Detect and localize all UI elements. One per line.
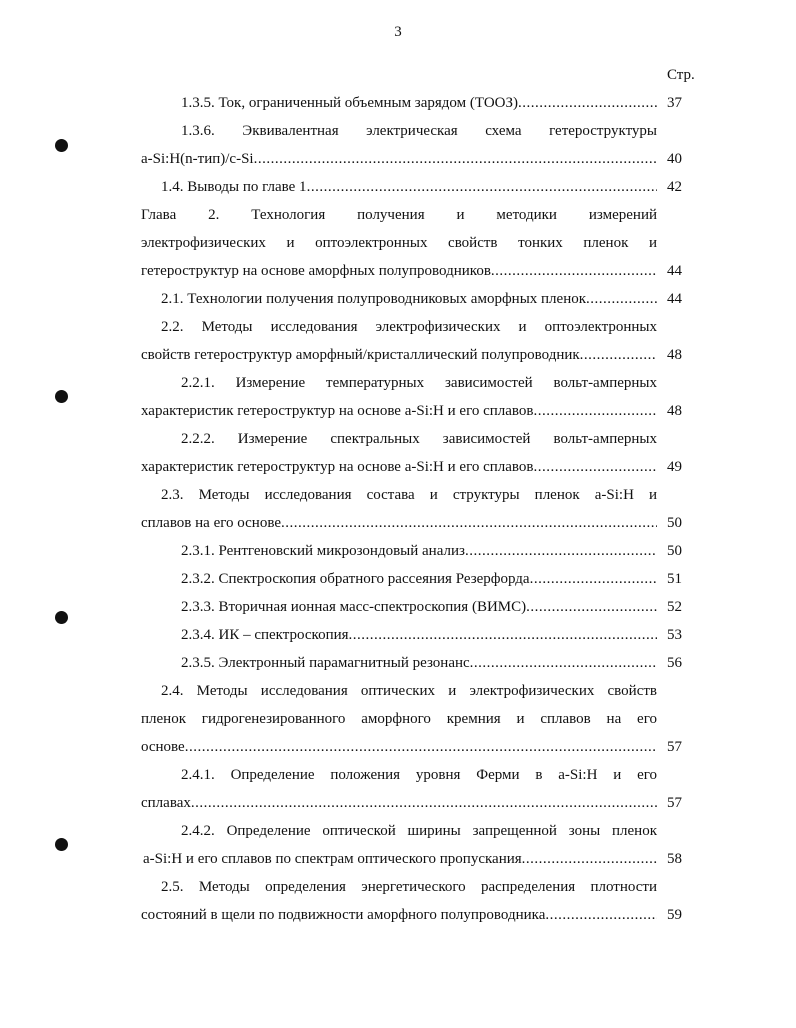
page-number: 3 xyxy=(394,24,402,40)
toc-entry-page: 53 xyxy=(667,627,682,643)
toc-entry-2-3-4: 2.3.4. ИК – спектроскопия ..... xyxy=(181,624,657,646)
toc-entry-page: 50 xyxy=(667,515,682,531)
toc-entry-2-3-2: 2.3.2. Спектроскопия обратного рассеяния Резерфорда ..... xyxy=(181,568,657,590)
toc-entry-continuation: характеристик гетероструктур на основе a-Si:H и его сплавов ..... xyxy=(141,456,657,478)
toc-entry-page: 57 xyxy=(667,795,682,811)
toc-entry-continuation: основе ..... xyxy=(141,736,657,758)
toc-entry-title: 1.3.5. Ток, ограниченный объемным зарядом (ТООЗ) xyxy=(181,95,519,111)
toc-entry-page: 56 xyxy=(667,655,682,671)
toc-entry-2-3-1: 2.3.1. Рентгеновский микрозондовый анализ ..... xyxy=(181,540,657,562)
toc-entry-2-2-2: 2.2.2. Измерение спектральных зависимостей вольт-амперных xyxy=(181,431,657,447)
binder-hole-icon xyxy=(55,390,68,403)
toc-entry-page: 59 xyxy=(667,907,682,923)
toc-entry-2-4: 2.4. Методы исследования оптических и электрофизических свойств xyxy=(161,683,657,699)
toc-entry-2-4-2: 2.4.2. Определение оптической ширины запрещенной зоны пленок xyxy=(181,823,657,839)
toc-entry-2-2: 2.2. Методы исследования электрофизических и оптоэлектронных xyxy=(161,319,657,335)
toc-entry-2-3-3: 2.3.3. Вторичная ионная масс-спектроскопия (ВИМС) ..... xyxy=(181,596,657,618)
binder-hole-icon xyxy=(55,838,68,851)
binder-hole-icon xyxy=(55,139,68,152)
toc-entry-continuation: a-Si:H и его сплавов по спектрам оптического пропускания ..... xyxy=(143,848,657,870)
toc-entry-page: 44 xyxy=(667,263,682,279)
toc-chapter-2: Глава 2. Технология получения и методики измерений xyxy=(141,207,657,223)
toc-entry-2-4-1: 2.4.1. Определение положения уровня Ферми в a-Si:H и его xyxy=(181,767,657,783)
toc-entry-continuation: свойств гетероструктур аморфный/кристаллический полупроводник ..... xyxy=(141,344,657,366)
toc-entry-continuation: сплавов на его основе ..... xyxy=(141,512,657,534)
toc-entry-continuation: пленок гидрогенезированного аморфного кремния и сплавов на его xyxy=(141,711,657,727)
toc-entry-1-3-5 xyxy=(181,92,657,114)
toc-entry-continuation: a-Si:H(n-тип)/c-Si ..... xyxy=(141,148,657,170)
toc-entry-page: 58 xyxy=(667,851,682,867)
toc-entry-1-4: 1.4. Выводы по главе 1 ..... xyxy=(161,176,657,198)
toc-entry-continuation: гетероструктур на основе аморфных полупроводников ..... xyxy=(141,260,657,282)
toc-entry-page: 51 xyxy=(667,571,682,587)
page-column-label: Стр. xyxy=(667,67,695,83)
toc-entry-page: 48 xyxy=(667,403,682,419)
toc-entry-2-3-5: 2.3.5. Электронный парамагнитный резонанс ..... xyxy=(181,652,657,674)
toc-entry-page: 52 xyxy=(667,599,682,615)
toc-entry-page: 50 xyxy=(667,543,682,559)
toc-entry-2-1: 2.1. Технологии получения полупроводниковых аморфных пленок ..... xyxy=(161,288,657,310)
toc-entry-1-3-6: 1.3.6. Эквивалентная электрическая схема гетероструктуры xyxy=(181,123,657,139)
toc-entry-page: 48 xyxy=(667,347,682,363)
toc-entry-continuation: характеристик гетероструктур на основе a-Si:H и его сплавов ..... xyxy=(141,400,657,422)
toc-entry-2-5: 2.5. Методы определения энергетического распределения плотности xyxy=(161,879,657,895)
toc-entry-page: 37 xyxy=(667,95,682,111)
toc-entry-page: 44 xyxy=(667,291,682,307)
toc-entry-2-2-1: 2.2.1. Измерение температурных зависимостей вольт-амперных xyxy=(181,375,657,391)
toc-entry-page: 42 xyxy=(667,179,682,195)
toc-entry-continuation: состояний в щели по подвижности аморфного полупроводника ..... xyxy=(141,904,657,926)
toc-entry-2-3: 2.3. Методы исследования состава и структуры пленок a-Si:H и xyxy=(161,487,657,503)
binder-hole-icon xyxy=(55,611,68,624)
toc-entry-page: 49 xyxy=(667,459,682,475)
toc-entry-page: 40 xyxy=(667,151,682,167)
toc-entry-continuation: электрофизических и оптоэлектронных свойств тонких пленок и xyxy=(141,235,657,251)
toc-entry-continuation: сплавах ..... xyxy=(141,792,657,814)
toc-entry-page: 57 xyxy=(667,739,682,755)
